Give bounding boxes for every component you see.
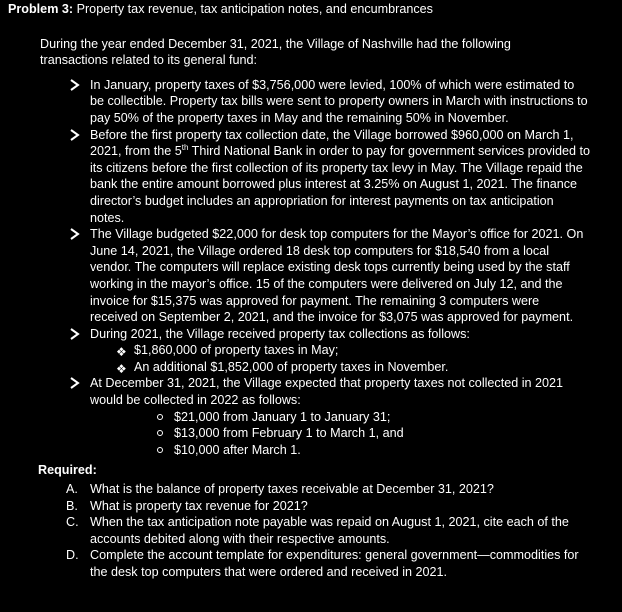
transaction-item	[90, 77, 590, 127]
sublist-text: An additional $1,852,000 of property taxes in November.	[134, 359, 449, 374]
expected-collections-sublist	[154, 409, 590, 459]
required-item	[66, 514, 590, 547]
required-item	[66, 481, 590, 498]
diamond-bullet-icon: ❖	[116, 361, 127, 376]
required-text: When the tax anticipation note payable was repaid on August 1, 2021, cite each of the accounts debited along with their respective amounts.	[90, 515, 569, 546]
transaction-text: Before the first property tax collection date, the Village borrowed $960,000 on March 1, 2021, from the 5	[90, 127, 574, 159]
transactions-list	[8, 77, 590, 459]
diamond-bullet-icon: ❖	[116, 345, 127, 360]
circle-bullet-icon	[157, 430, 163, 436]
sublist-item	[154, 409, 590, 426]
circle-bullet-icon	[157, 414, 163, 420]
required-text: What is property tax revenue for 2021?	[90, 498, 308, 513]
required-letter: B.	[66, 498, 78, 513]
sublist-item	[154, 442, 590, 459]
required-item	[66, 498, 590, 515]
ordinal-suffix: th	[181, 142, 189, 152]
problem-title-text: Property tax revenue, tax anticipation notes, and encumbrances	[73, 2, 433, 16]
sublist-text: $21,000 from January 1 to January 31;	[174, 409, 391, 424]
sublist-item	[154, 425, 590, 442]
intro-paragraph: During the year ended December 31, 2021, the Village of Nashville had the following transactions related to its general fund:	[40, 36, 511, 68]
required-text: What is the balance of property taxes receivable at December 31, 2021?	[90, 482, 494, 497]
problem-title	[8, 1, 614, 18]
required-item	[66, 547, 590, 580]
required-letter: C.	[66, 515, 79, 530]
arrow-bullet-icon	[68, 375, 82, 391]
required-letter: D.	[66, 548, 79, 563]
sublist-text: $10,000 after March 1.	[174, 442, 301, 457]
transaction-text: In January, property taxes of $3,756,000 were levied, 100% of which were estimated to be collectible. Property tax bills were sent to property owners in March with instructions to pay 50% of the property taxes in May and the remaining 50% in November.	[90, 77, 588, 125]
sublist-text: $13,000 from February 1 to March 1, and	[174, 426, 404, 441]
problem-number: Problem 3:	[8, 2, 74, 16]
sublist-item	[114, 342, 590, 359]
transaction-item	[90, 127, 590, 227]
required-text: Complete the account template for expenditures: general government—commodities for the desk top computers that were ordered and received in 2021.	[90, 548, 579, 579]
transaction-item	[90, 226, 590, 326]
required-list	[8, 481, 590, 581]
transaction-text: At December 31, 2021, the Village expected that property taxes not collected in 2021 would be collected in 2022 as follows:	[90, 376, 564, 408]
sublist-text: $1,860,000 of property taxes in May;	[134, 343, 339, 358]
circle-bullet-icon	[157, 447, 163, 453]
transaction-text-cont: Third National Bank in order to pay for government services provided to its citizens before the first collection of its property tax levy in May. The Village repaid the bank the entire amount borrowed plus interest at 3.25% on August 1, 2021. The finance director’s budget includes an appropriation for interest payments on tax anticipation notes.	[90, 144, 590, 225]
transaction-item	[90, 326, 590, 376]
arrow-bullet-icon	[68, 127, 82, 143]
arrow-bullet-icon	[68, 226, 82, 242]
required-heading: Required:	[38, 463, 97, 478]
sublist-item	[114, 359, 590, 376]
transaction-item	[90, 375, 590, 458]
arrow-bullet-icon	[68, 77, 82, 93]
transaction-text: The Village budgeted $22,000 for desk top computers for the Mayor’s office for 2021. On June 14, 2021, the Village ordered 18 desk top computers for $18,540 from a local vendor. The computers will replace existing desk tops currently being used by the staff working in the mayor’s office. 15 of the computers were delivered on July 12, and the invoice for $15,375 was approved for payment. The remaining 3 computers were received on September 2, 2021, and the invoice for $3,075 was approved for payment.	[90, 227, 584, 325]
collections-sublist	[114, 342, 590, 375]
arrow-bullet-icon	[68, 326, 82, 342]
required-letter: A.	[66, 482, 78, 497]
transaction-text: During 2021, the Village received property tax collections as follows:	[90, 326, 470, 341]
